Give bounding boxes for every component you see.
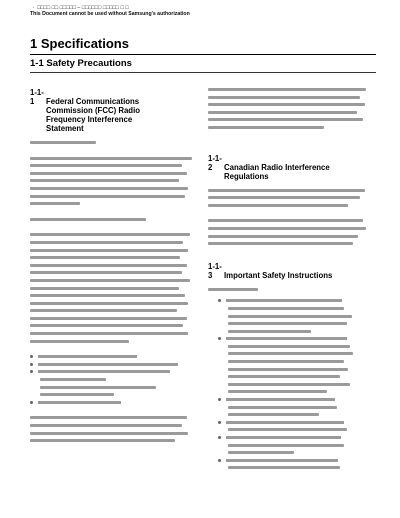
bullet-item xyxy=(218,436,373,439)
body-text-line xyxy=(228,368,348,371)
body-text-line xyxy=(30,179,179,182)
body-text-line xyxy=(228,307,344,310)
bullet-item xyxy=(218,299,373,302)
section-title: 1 Specifications xyxy=(30,36,129,51)
bullet-item xyxy=(218,398,373,401)
body-text-line xyxy=(30,233,190,236)
body-text-line xyxy=(30,416,187,419)
body-text-line xyxy=(228,466,340,469)
bullet-item xyxy=(30,363,195,366)
body-text-line xyxy=(30,187,188,190)
body-text-line xyxy=(30,271,182,274)
body-text-line xyxy=(208,96,360,99)
header-line-2: This Document cannot be used without Samsung's authorization xyxy=(30,11,190,17)
body-text-line xyxy=(208,242,353,245)
body-text-line xyxy=(30,432,188,435)
bullet-item xyxy=(218,337,373,340)
body-text-line xyxy=(228,428,347,431)
bullet-item xyxy=(30,370,195,373)
body-text-line xyxy=(30,279,190,282)
body-text-line xyxy=(208,103,365,106)
body-text-line xyxy=(30,195,185,198)
body-text-line xyxy=(30,157,192,160)
body-text-line xyxy=(228,345,350,348)
bullet-item xyxy=(30,401,195,404)
body-text-line xyxy=(30,287,179,290)
body-text-line xyxy=(30,332,188,335)
body-text-line xyxy=(208,88,366,91)
body-text-line xyxy=(30,264,187,267)
body-text-line xyxy=(208,227,366,230)
subsection-title-rule xyxy=(30,72,376,73)
body-text-line xyxy=(228,352,353,355)
body-text-line xyxy=(30,340,129,343)
body-text-line xyxy=(228,375,340,378)
body-text-line xyxy=(228,360,344,363)
body-text-line xyxy=(30,317,187,320)
body-text-line xyxy=(228,390,327,393)
header-line-1: · □□□□ □□ □□□□□ – □□□□□□ □□□□□ □ □ xyxy=(30,5,129,11)
body-text-line xyxy=(228,451,294,454)
fcc-heading-number: 1-1-1 xyxy=(30,88,44,106)
body-text-line xyxy=(30,202,80,205)
subsection-title: 1-1 Safety Precautions xyxy=(30,58,132,69)
bullet-item xyxy=(218,421,373,424)
body-text-line xyxy=(208,219,363,222)
body-text-line xyxy=(228,322,347,325)
bullet-item xyxy=(218,459,373,462)
canadian-heading-line-1: Canadian Radio Interference xyxy=(224,162,330,172)
body-text-line xyxy=(30,164,182,167)
body-text-line xyxy=(40,378,106,381)
safety-heading-number: 1-1-3 xyxy=(208,261,222,280)
body-text-line xyxy=(30,241,183,244)
fcc-heading-line-1: Federal Communications xyxy=(46,97,140,106)
body-text-line xyxy=(30,172,187,175)
right-column xyxy=(208,88,373,474)
body-text-line xyxy=(208,189,365,192)
body-text-line xyxy=(208,288,258,291)
canadian-heading xyxy=(208,154,373,181)
safety-heading xyxy=(208,262,373,280)
body-text-line xyxy=(30,439,175,442)
canadian-heading-number: 1-1-2 xyxy=(208,153,222,172)
body-text-line xyxy=(40,393,114,396)
body-text-line xyxy=(228,406,337,409)
body-text-line xyxy=(30,249,188,252)
body-text-line xyxy=(208,126,324,129)
fcc-heading xyxy=(30,88,195,133)
body-text-line xyxy=(228,330,311,333)
safety-heading-line-1: Important Safety Instructions xyxy=(224,270,333,280)
body-text-line xyxy=(208,235,358,238)
canadian-heading-line-2: Regulations xyxy=(224,171,269,181)
fcc-heading-line-3: Frequency Interference xyxy=(46,115,133,124)
body-text-line xyxy=(30,424,182,427)
body-text-line xyxy=(30,302,188,305)
body-text-line xyxy=(30,218,146,221)
body-text-line xyxy=(208,118,363,121)
section-title-rule xyxy=(30,54,376,55)
body-text-line xyxy=(30,324,183,327)
body-text-line xyxy=(228,413,319,416)
body-text-line xyxy=(30,141,96,144)
body-text-line xyxy=(208,111,357,114)
body-text-line xyxy=(228,383,350,386)
left-column xyxy=(30,88,195,447)
body-text-line xyxy=(30,256,180,259)
bullet-item xyxy=(30,355,195,358)
body-text-line xyxy=(208,196,360,199)
body-text-line xyxy=(30,294,185,297)
body-text-line xyxy=(30,309,177,312)
body-text-line xyxy=(228,315,352,318)
body-text-line xyxy=(40,386,156,389)
body-text-line xyxy=(228,444,344,447)
fcc-heading-line-4: Statement xyxy=(46,124,84,133)
fcc-heading-line-2: Commission (FCC) Radio xyxy=(46,106,140,115)
body-text-line xyxy=(208,204,348,207)
